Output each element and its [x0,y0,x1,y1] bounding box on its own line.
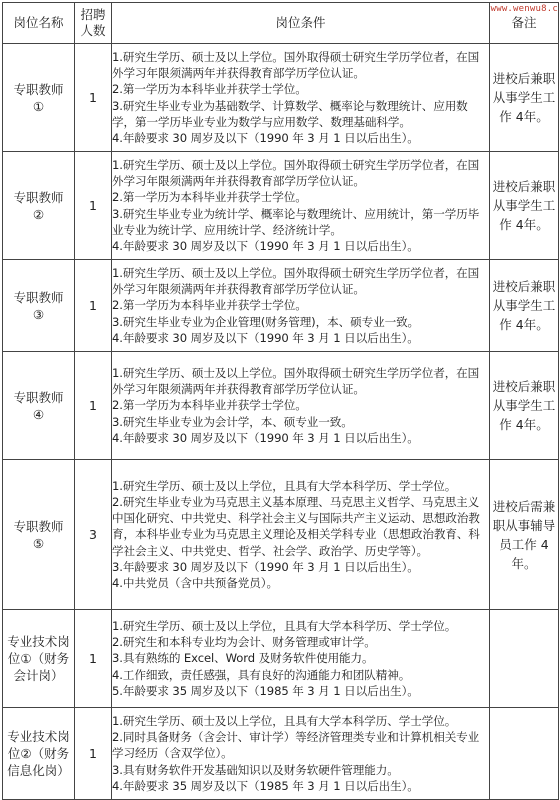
condition-item: 2.研究生毕业专业为马克思主义基本原理、马克思主义哲学、马克思主义中国化研究、中共党史、科学社会主义与国际共产主义运动、思想政治教育，本科毕业专业为马克思主义理论及相关学科专业（思想政治教育、科学社会主义、中共党史、哲学、社会学、政治学、历史学等）。 [112,494,480,558]
condition-item: 2.第一学历为本科毕业并获学士学位。 [112,190,307,205]
condition-item: 3.研究生毕业专业为基础数学、计算数学、概率论与数理统计、应用数学，第一学历毕业专业为数学与应用数学、数理基础科学。 [112,98,468,129]
table-row [3,352,559,460]
headcount-cell: 1 [75,260,112,352]
conditions-cell [112,152,490,260]
note-cell: 进校后兼职从事学生工作 4年。 [490,260,559,352]
condition-item: 3.研究生毕业专业为会计学，本、硕专业一致。 [112,414,353,429]
table-row [3,460,559,610]
position-name-cell: 专职教师 ④ [3,352,75,460]
condition-item: 4.年龄要求 30 周岁及以下（1990 年 3 月 1 日以后出生）。 [112,330,419,345]
note-cell: 进校后兼职从事学生工作 4年。 [490,44,559,152]
condition-item: 3.年龄要求 30 周岁及以下（1990 年 3 月 1 日以后出生）。 [112,559,419,574]
position-name-cell: 专职教师 ③ [3,260,75,352]
header-conditions: 岗位条件 [112,3,490,44]
condition-item: 1.研究生学历、硕士及以上学位。国外取得硕士研究生学历学位者，在国外学习年限须满两年并获得教育部学历学位认证。 [112,265,480,297]
position-name-cell: 专职教师 ② [3,152,75,260]
condition-item: 1.研究生学历、硕士及以上学位，且具有大学本科学历、学士学位。 [112,713,457,728]
position-name-cell: 专业技术岗位②（财务信息化岗） [3,708,75,800]
condition-item: 3.具有财务软件开发基础知识以及财务软硬件管理能力。 [112,762,399,777]
header-position-name: 岗位名称 [3,3,75,44]
condition-item: 4.年龄要求 35 周岁及以下（1985 年 3 月 1 日以后出生）。 [112,778,419,793]
table-row [3,152,559,260]
conditions-cell [112,708,490,800]
job-positions-table [2,2,559,800]
header-headcount: 招聘 人数 [75,3,112,44]
condition-item: 1.研究生学历、硕士及以上学位。国外取得硕士研究生学历学位者，在国外学习年限须满两年并获得教育部学历学位认证。 [112,49,480,81]
condition-item: 4.中共党员（含中共预备党员）。 [112,576,278,590]
condition-item: 3.研究生毕业专业为统计学、概率论与数理统计、应用统计，第一学历毕业专业为统计学、应用统计学、经济统计学。 [112,206,480,237]
conditions-cell [112,260,490,352]
conditions-cell [112,610,490,708]
note-cell [490,708,559,800]
condition-item: 1.研究生学历、硕士及以上学位。国外取得硕士研究生学历学位者，在国外学习年限须满两年并获得教育部学历学位认证。 [112,157,480,189]
headcount-cell: 3 [75,460,112,610]
conditions-cell [112,352,490,460]
condition-item: 4.年龄要求 30 周岁及以下（1990 年 3 月 1 日以后出生）。 [112,430,419,445]
table-row [3,260,559,352]
note-cell: 进校后兼职从事学生工作 4年。 [490,152,559,260]
note-cell: 进校后兼职从事学生工作 4年。 [490,352,559,460]
table-row [3,708,559,800]
headcount-cell: 1 [75,152,112,260]
condition-item: 2.同时具备财务（含会计、审计学）等经济管理类专业和计算机相关专业学习经历（含双学位）。 [112,730,480,761]
headcount-cell: 1 [75,610,112,708]
conditions-cell [112,460,490,610]
site-watermark: www.wenwu8.c [490,4,558,14]
note-cell [490,610,559,708]
condition-item: 2.第一学历为本科毕业并获学士学位。 [112,398,307,413]
note-cell: 进校后需兼职从事辅导员工作 4年。 [490,460,559,610]
condition-item: 4.年龄要求 30 周岁及以下（1990 年 3 月 1 日以后出生）。 [112,238,419,253]
table-row [3,610,559,708]
position-name-cell: 专业技术岗位①（财务会计岗） [3,610,75,708]
headcount-cell: 1 [75,44,112,152]
headcount-cell: 1 [75,352,112,460]
condition-item: 1.研究生学历、硕士及以上学位，且具有大学本科学历、学士学位。 [112,478,457,493]
position-name-cell: 专职教师 ⑤ [3,460,75,610]
position-name-cell: 专职教师 ① [3,44,75,152]
table-header-row [3,3,559,44]
condition-item: 4.年龄要求 30 周岁及以下（1990 年 3 月 1 日以后出生）。 [112,130,419,145]
conditions-cell [112,44,490,152]
condition-item: 2.研究生和本科专业均为会计、财务管理或审计学。 [112,635,376,650]
headcount-cell: 1 [75,708,112,800]
condition-item: 3.具有熟练的 Excel、Word 及财务软件使用能力。 [112,651,374,666]
table-row [3,44,559,152]
condition-item: 5.年龄要求 35 周岁及以下（1985 年 3 月 1 日以后出生）。 [112,683,419,698]
condition-item: 3.研究生毕业专业为企业管理(财务管理)，本、硕专业一致。 [112,314,420,329]
header-note: 备注 [490,3,559,44]
table-body [3,44,559,800]
condition-item: 2.第一学历为本科毕业并获学士学位。 [112,298,307,313]
condition-item: 1.研究生学历、硕士及以上学位，且具有大学本科学历、学士学位。 [112,618,457,633]
condition-item: 1.研究生学历、硕士及以上学位。国外取得硕士研究生学历学位者，在国外学习年限须满两年并获得教育部学历学位认证。 [112,365,480,397]
condition-item: 2.第一学历为本科毕业并获学士学位。 [112,82,307,97]
condition-item: 4.工作细致，责任感强，具有良好的沟通能力和团队精神。 [112,667,411,682]
